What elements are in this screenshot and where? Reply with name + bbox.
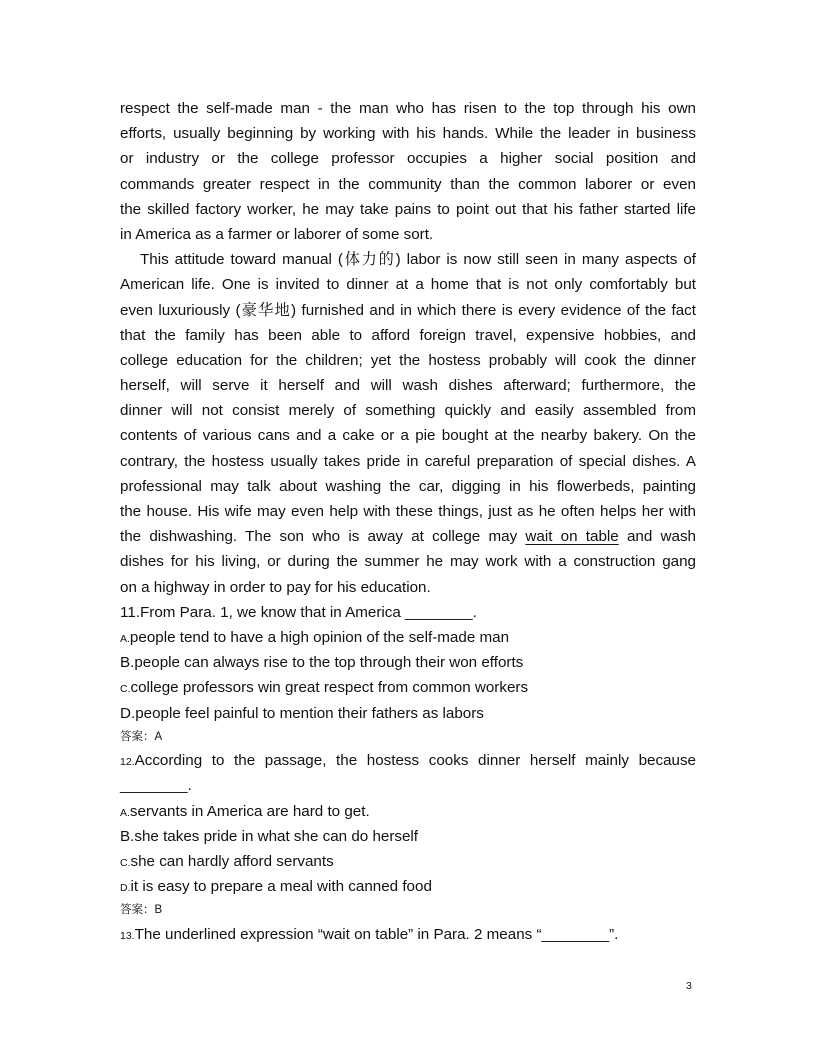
- paragraph-line: on a highway in order to pay for his education.: [120, 578, 431, 596]
- option-a: [120, 625, 696, 650]
- question-stem: [120, 748, 696, 773]
- option-b: [120, 824, 696, 849]
- option-letter: B.: [120, 827, 135, 845]
- underlined-expression: wait on table: [525, 528, 619, 546]
- option-a: [120, 799, 696, 824]
- option-text: she can hardly afford servants: [130, 852, 334, 870]
- option-letter: A.: [120, 632, 130, 645]
- question-number: 13.: [120, 929, 135, 942]
- paragraph-line: or industry or the college professor occupies a higher social position and: [120, 150, 696, 168]
- paragraph-line: the skilled factory worker, he may take pains to point out that his father started life: [120, 200, 696, 218]
- paragraph-line: herself, will serve it herself and will wash dishes afterward; furthermore, the: [120, 377, 696, 395]
- paragraph-line: even luxuriously (豪华地) furnished and in which there is every evidence of the fact: [120, 301, 696, 319]
- option-letter: A.: [120, 806, 130, 819]
- question-stem: [120, 922, 696, 947]
- question-stem-continued: ________.: [120, 777, 192, 795]
- option-c: [120, 675, 696, 700]
- paragraph-line: commands greater respect in the community than the common laborer or even: [120, 175, 696, 193]
- page-number: 3: [686, 980, 692, 992]
- paragraph-line: This attitude toward manual (体力的) labor is now still seen in many aspects of: [140, 251, 696, 269]
- question-11: [120, 600, 696, 748]
- paragraph-line: in America as a farmer or laborer of some sort.: [120, 225, 434, 243]
- paragraph-line-with-underline: [120, 524, 696, 549]
- paragraph-line: dinner will not consist merely of something quickly and easily assembled from: [120, 402, 696, 420]
- option-letter: C.: [120, 683, 131, 696]
- answer-label: 答案：B: [120, 904, 163, 917]
- paragraph-line: efforts, usually beginning by working with his hands. While the leader in business: [120, 125, 696, 143]
- option-text: people tend to have a high opinion of the self-made man: [129, 628, 510, 646]
- option-letter: B.: [120, 654, 135, 672]
- option-text: people can always rise to the top through their won efforts: [134, 654, 524, 672]
- option-text: it is easy to prepare a meal with canned food: [130, 878, 432, 896]
- option-letter: D.: [120, 882, 131, 895]
- option-letter: C.: [120, 856, 131, 869]
- document-page: [120, 96, 696, 947]
- question-stem: [120, 600, 696, 625]
- paragraph-line: American life. One is invited to dinner at a home that is not only comfortably but: [120, 276, 696, 294]
- question-13: [120, 922, 696, 947]
- line-text-after: and wash: [618, 528, 696, 546]
- question-text: From Para. 1, we know that in America ________.: [140, 603, 477, 621]
- paragraph-line: that the family has been able to afford foreign travel, expensive hobbies, and: [120, 326, 696, 344]
- option-b: [120, 650, 696, 675]
- question-12: [120, 748, 696, 922]
- paragraph-line: the house. His wife may even help with these things, just as he often helps her with: [120, 503, 696, 520]
- option-c: [120, 849, 696, 874]
- line-text-before: the dishwashing. The son who is away at college may: [120, 528, 526, 546]
- question-number: 11.: [120, 603, 140, 621]
- option-d: [120, 874, 696, 899]
- option-text: college professors win great respect from common workers: [130, 679, 529, 697]
- answer-label: 答案：A: [120, 730, 163, 743]
- option-text: she takes pride in what she can do herself: [134, 827, 419, 845]
- question-number: 12.: [120, 756, 135, 769]
- paragraph-1: [120, 96, 696, 247]
- question-text: The underlined expression “wait on table” in Para. 2 means “________”.: [134, 925, 619, 943]
- paragraph-2: [120, 247, 696, 600]
- option-d: [120, 701, 696, 726]
- paragraph-line: college education for the children; yet the hostess probably will cook the dinner: [120, 351, 696, 369]
- option-letter: D.: [120, 704, 136, 722]
- option-text: people feel painful to mention their fathers as labors: [135, 704, 484, 722]
- paragraph-line: respect the self-made man - the man who has risen to the top through his own: [120, 100, 696, 117]
- question-text: According to the passage, the hostess cooks dinner herself mainly because: [134, 752, 696, 770]
- option-text: servants in America are hard to get.: [129, 802, 370, 820]
- paragraph-line: dishes for his living, or during the summer he may work with a construction gang: [120, 553, 696, 571]
- paragraph-line: professional may talk about washing the car, digging in his flowerbeds, painting: [120, 477, 696, 495]
- paragraph-line: contrary, the hostess usually takes pride in careful preparation of special dishes. A: [120, 452, 696, 470]
- paragraph-line: contents of various cans and a cake or a pie bought at the nearby bakery. On the: [120, 427, 696, 445]
